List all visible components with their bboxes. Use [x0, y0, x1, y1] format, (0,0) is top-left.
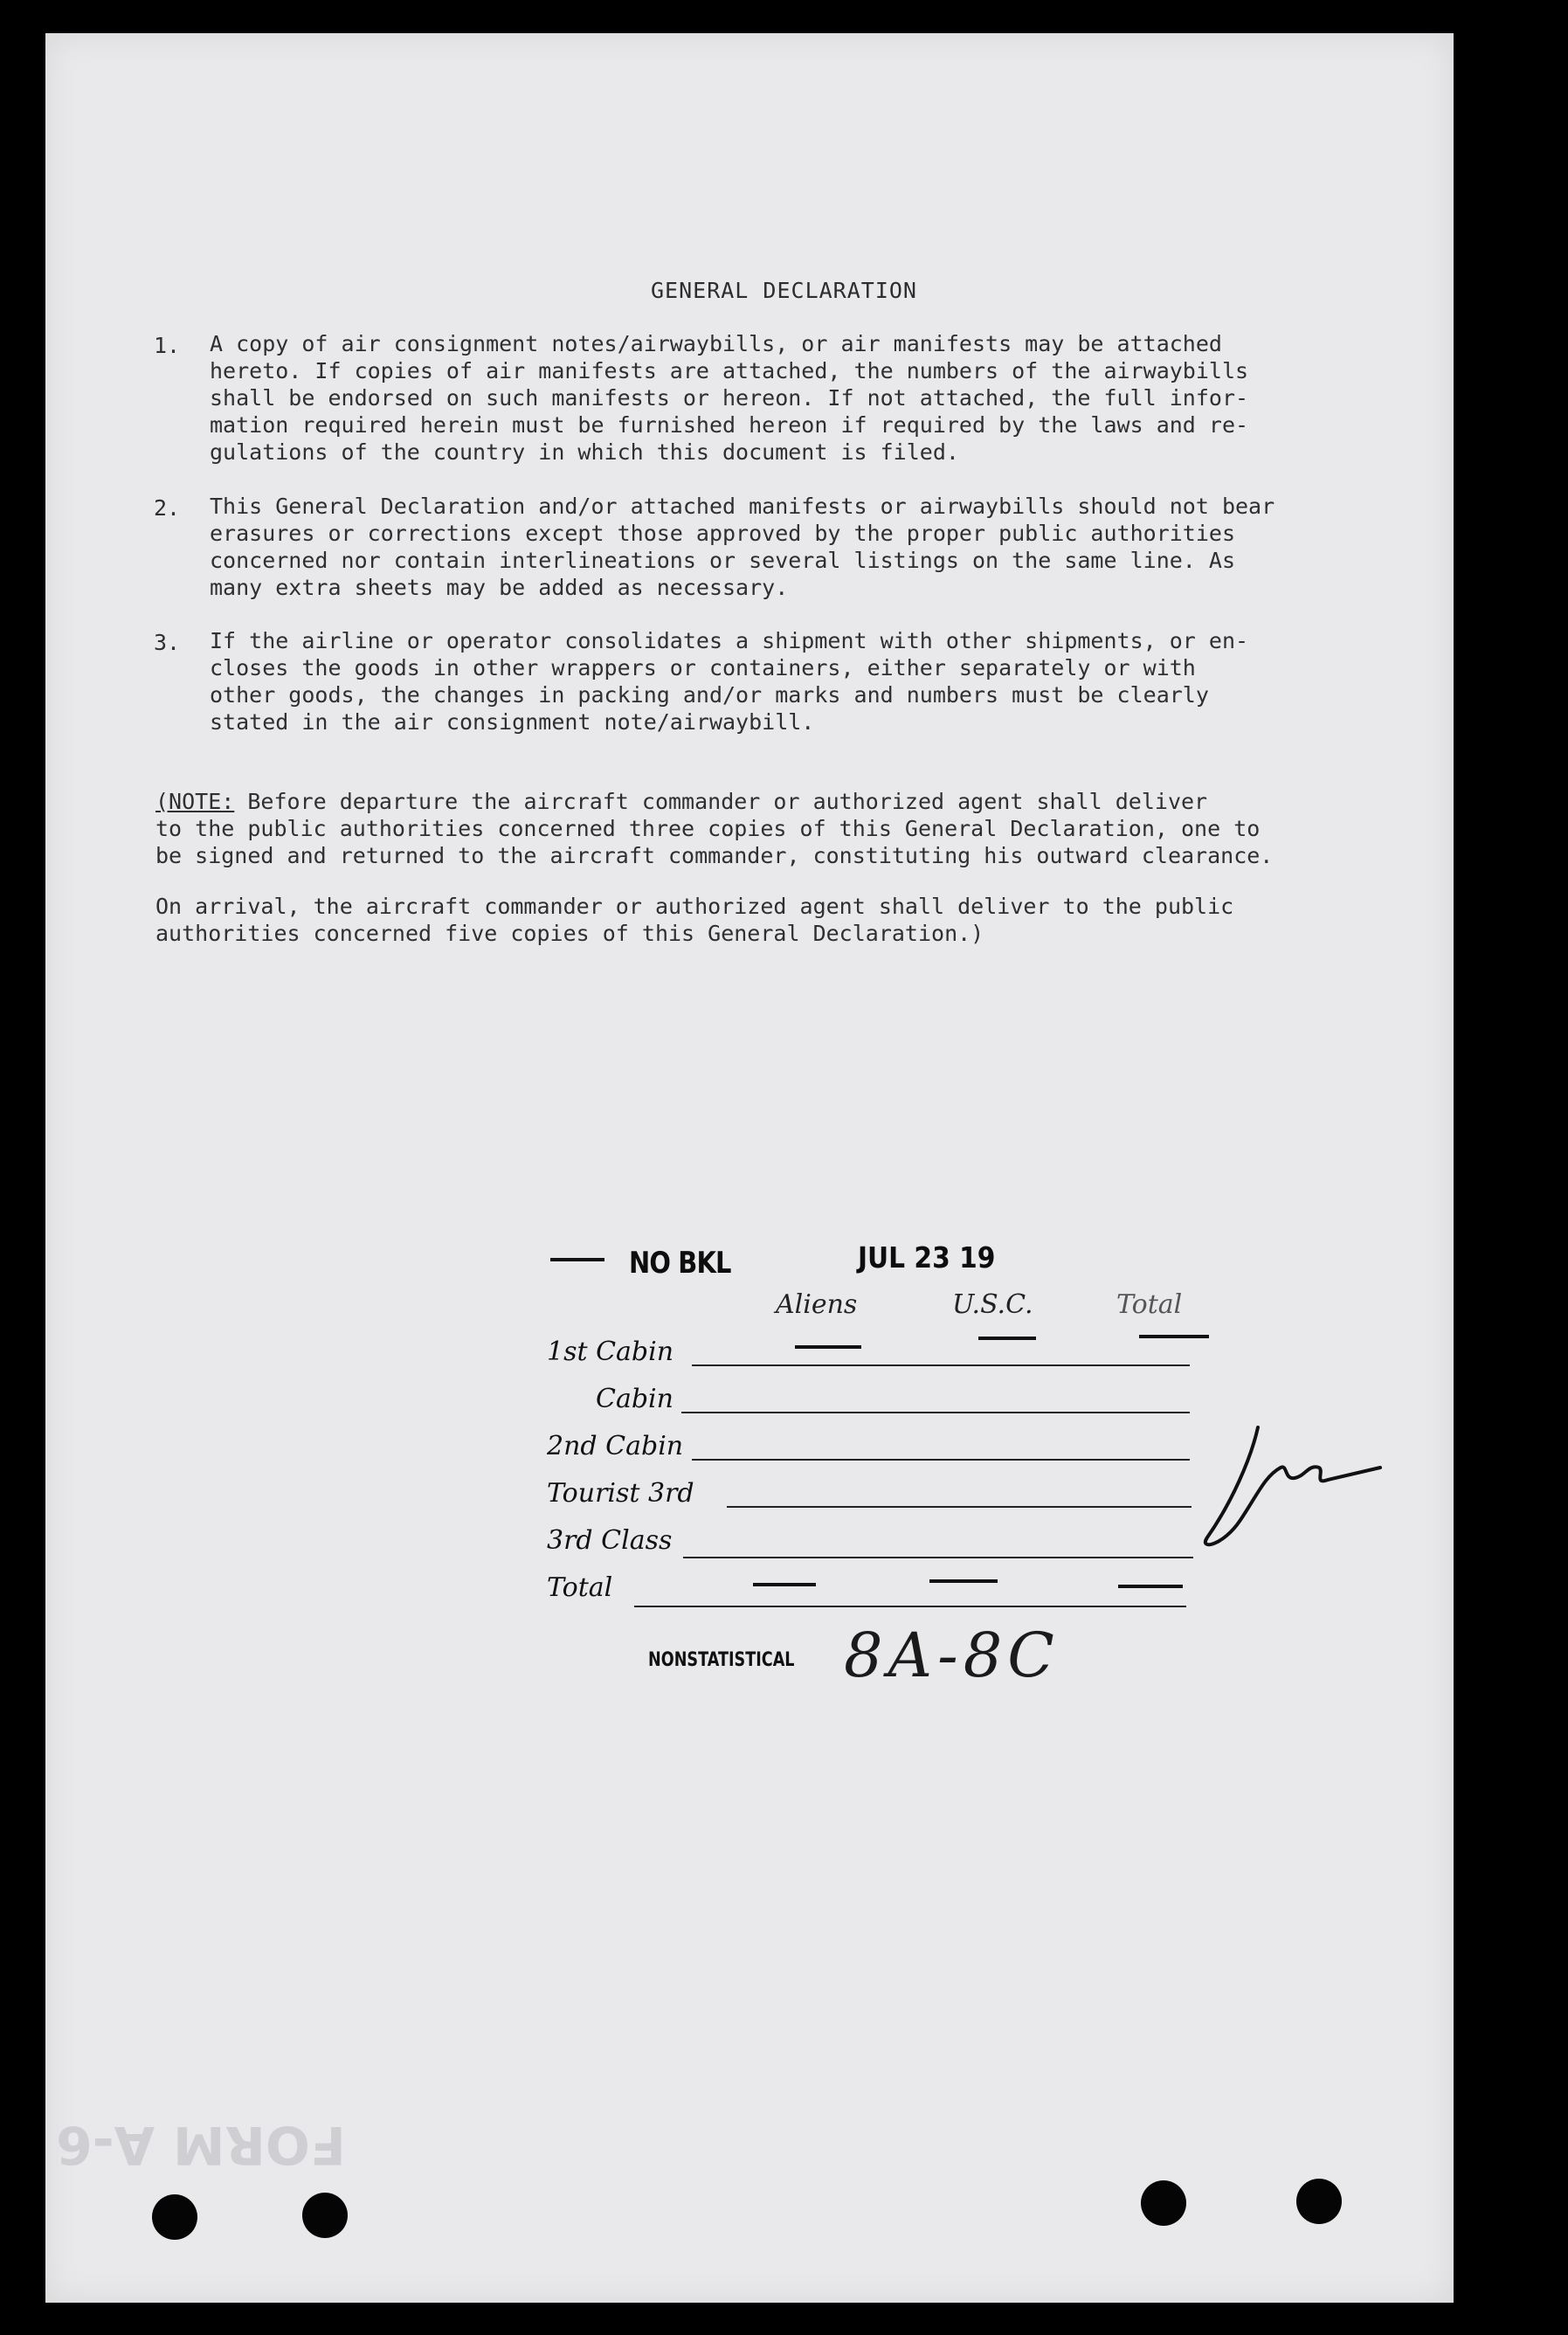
arrival-line: On arrival, the aircraft commander or authorized agent shall deliver to the public	[155, 894, 1234, 919]
note-paragraph	[155, 788, 1317, 869]
tally-dash	[795, 1345, 861, 1349]
stamp-dash	[550, 1258, 604, 1261]
tally-dash	[1139, 1335, 1209, 1338]
row-rule	[634, 1606, 1186, 1607]
document-title: GENERAL DECLARATION	[651, 278, 917, 303]
row-rule	[727, 1506, 1192, 1508]
note-label: (NOTE:	[155, 789, 235, 814]
punch-hole	[152, 2194, 197, 2240]
punch-hole	[1141, 2180, 1186, 2226]
column-aliens: Aliens	[776, 1289, 858, 1320]
item-2-line: erasures or corrections except those approved by the proper public authorities	[210, 521, 1235, 546]
note-line: be signed and returned to the aircraft commander, constituting his outward clearance.	[155, 843, 1274, 868]
item-2-text	[210, 493, 1317, 601]
stamp-label: NO BKL	[629, 1246, 731, 1281]
row-rule	[683, 1557, 1193, 1558]
handwritten-code: 8A-8C	[844, 1620, 1060, 1691]
tally-dash	[1118, 1585, 1183, 1588]
item-2-line: This General Declaration and/or attached manifests or airwaybills should not bear	[210, 494, 1275, 519]
item-2-number: 2.	[154, 495, 181, 521]
bleed-through-mark: FORM A-6	[56, 2114, 346, 2175]
nonstatistical-stamp: NONSTATISTICAL	[648, 1649, 795, 1671]
row-1st-cabin: 1st Cabin	[547, 1337, 674, 1367]
item-3-line: closes the goods in other wrappers or containers, either separately or with	[210, 655, 1196, 680]
punch-hole	[302, 2193, 348, 2238]
item-2-line: many extra sheets may be added as necessary.	[210, 575, 789, 600]
tally-dash	[978, 1337, 1036, 1340]
tally-dash	[753, 1583, 816, 1586]
item-1-line: A copy of air consignment notes/airwaybills, or air manifests may be attached	[210, 331, 1222, 356]
column-total: Total	[1116, 1289, 1183, 1320]
item-3-number: 3.	[154, 630, 181, 655]
item-2-line: concerned nor contain interlineations or several listings on the same line. As	[210, 548, 1235, 573]
column-usc: U.S.C.	[952, 1289, 1033, 1320]
row-rule	[692, 1459, 1190, 1461]
item-3-line: stated in the air consignment note/airwaybill.	[210, 709, 815, 735]
arrival-line: authorities concerned five copies of this General Declaration.)	[155, 921, 984, 946]
item-3-line: If the airline or operator consolidates a shipment with other shipments, or en-	[210, 628, 1249, 653]
item-1-line: mation required herein must be furnished hereon if required by the laws and re-	[210, 412, 1249, 438]
note-line: Before departure the aircraft commander or authorized agent shall deliver	[234, 789, 1208, 814]
item-1-text	[210, 330, 1317, 466]
row-tourist-3rd: Tourist 3rd	[547, 1478, 694, 1509]
arrival-paragraph	[155, 893, 1317, 947]
tally-dash	[929, 1579, 998, 1583]
punch-hole	[1296, 2179, 1342, 2224]
stamp-date: JUL 23 19	[858, 1240, 996, 1275]
item-1-line: shall be endorsed on such manifests or hereon. If not attached, the full infor-	[210, 385, 1249, 411]
row-rule	[692, 1364, 1190, 1366]
row-3rd-class: 3rd Class	[547, 1525, 673, 1556]
item-1-line: hereto. If copies of air manifests are attached, the numbers of the airwaybills	[210, 358, 1249, 383]
item-3-text	[210, 627, 1317, 736]
item-1-number: 1.	[154, 333, 181, 358]
row-2nd-cabin: 2nd Cabin	[547, 1431, 684, 1461]
item-3-line: other goods, the changes in packing and/or marks and numbers must be clearly	[210, 682, 1209, 708]
row-cabin: Cabin	[596, 1384, 673, 1414]
item-1-line: gulations of the country in which this document is filed.	[210, 439, 959, 465]
row-rule	[681, 1412, 1190, 1413]
row-total: Total	[547, 1572, 613, 1603]
handwritten-initials	[1197, 1415, 1398, 1555]
note-line: to the public authorities concerned three copies of this General Declaration, one to	[155, 816, 1261, 841]
